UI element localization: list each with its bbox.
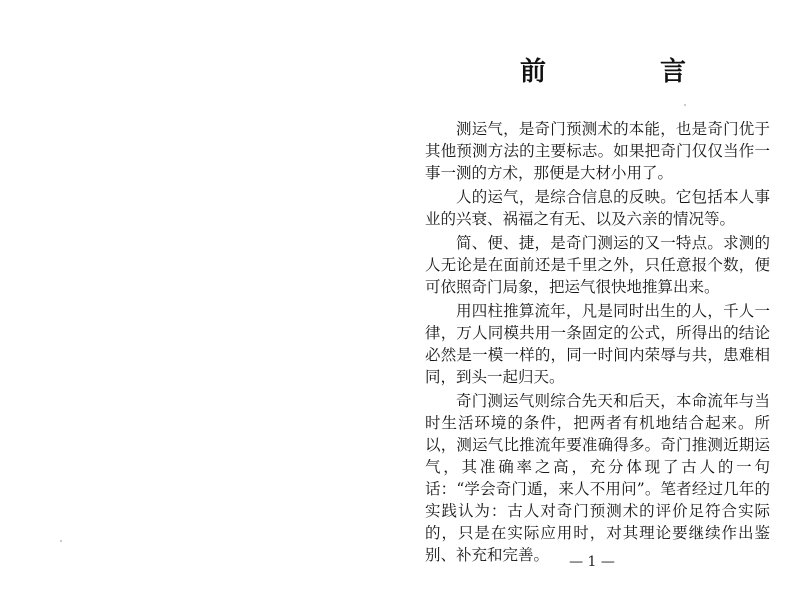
page-title: 前 言 <box>520 57 731 87</box>
paragraph-5: 奇门测运气则综合先天和后天，本命流年与当时生活环境的条件，把两者有机地结合起来。所以，测运气比推流年要准确得多。奇门推测近期运气，其准确率之高，充分体现了古人的一句话：“学会奇门遁，来人不用问”。笔者经过几年的实践认为：古人对奇门预测术的评价足符合实际的，只是在实际应用时，对其理论要继续作出鉴别、补充和完善。 <box>425 392 770 564</box>
paragraph-3: 简、便、捷，是奇门测运的又一特点。求测的人无论是在面前还是千里之外，只任意报个数，便可依照奇门局象，把运气很快地推算出来。 <box>425 234 770 296</box>
page-number: — 1 — <box>569 554 615 570</box>
preface-body <box>425 118 770 568</box>
scan-speck <box>684 104 686 106</box>
scan-speck <box>60 540 62 542</box>
paragraph-1: 测运气，是奇门预测术的本能，也是奇门优于其他预测方法的主要标志。如果把奇门仅仅当作一事一测的方术，那便是大材小用了。 <box>425 120 770 182</box>
paragraph-2: 人的运气，是综合信息的反映。它包括本人事业的兴衰、祸福之有无、以及六亲的情况等。 <box>425 188 770 228</box>
paragraph-4: 用四柱推算流年，凡是同时出生的人，千人一律，万人同模共用一条固定的公式，所得出的结论必然是一模一样的，同一时间内荣辱与共，患难相同，到头一起归天。 <box>425 302 770 386</box>
left-page-blank <box>0 0 396 605</box>
